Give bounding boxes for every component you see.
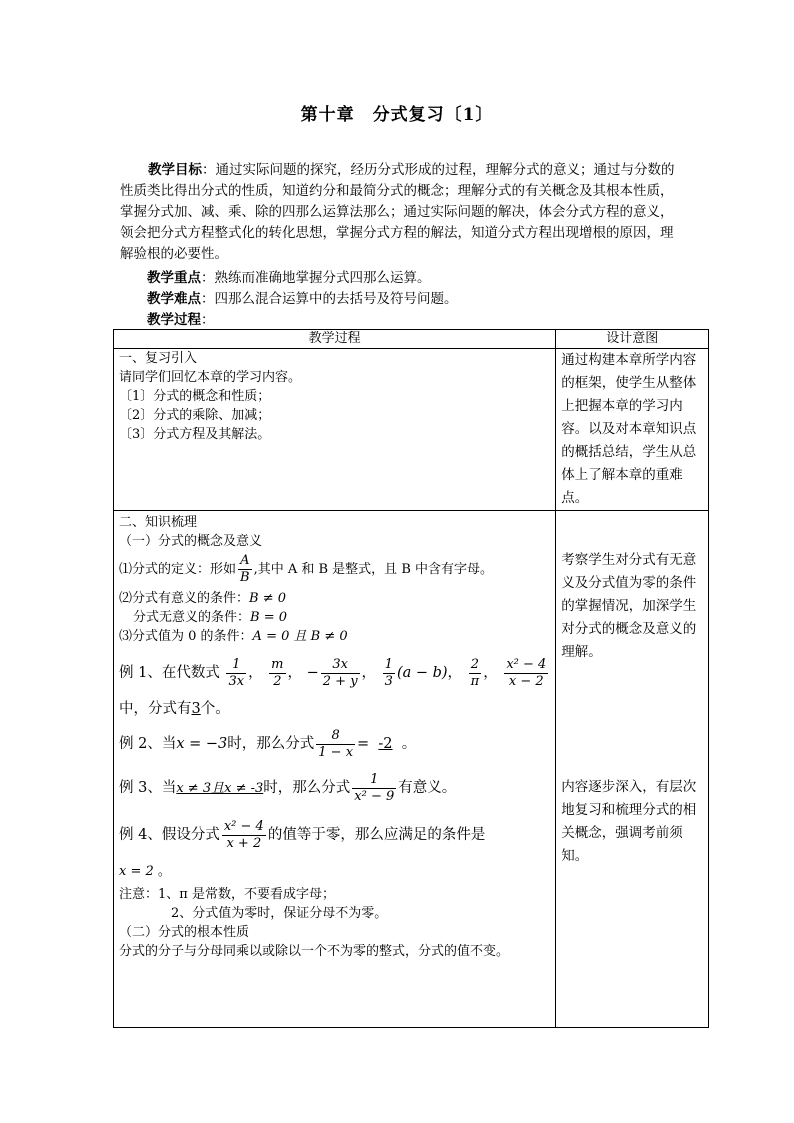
review-line: 〔2〕分式的乘除、加减； <box>119 408 271 423</box>
definition-prefix: ⑴分式的定义：形如 <box>119 562 237 577</box>
condition-meaningless <box>119 608 550 627</box>
goal-text: 通过实际问题的探究，经历分式形成的过程，理解分式的意义；通过与分数的性质类比得出分式的性质，知道约分和最简分式的概念；理解分式的有关概念及其根本性质，掌握分式加、减、乘、除的四那么运算法那么；通过实际问题的解决，体会分式方程的意义，领会把分式方程整式化的转化思想，掌握分式方程的解法，知道分式方程出现增根的原因，理解验根的必要性。 <box>120 162 675 262</box>
lesson-table <box>113 329 709 1028</box>
example-1: 例 1、在代数式 $\frac{1}{3x}$ ， $\frac{m}{2}$ ， − $\frac{3x}{2 + y}$ ， $\frac{1}{3}$ (a − b)， $\frac{2}{\pi}$ ， $\frac{\text{x² − 4}}{x - 2}$ <box>119 656 547 689</box>
example-4 <box>119 811 550 859</box>
intent-knowledge <box>556 511 709 1028</box>
example-text: 。 <box>157 864 171 879</box>
page-title: 第十章 分式复习〔1〕 <box>300 105 494 125</box>
example-4-answer <box>119 859 550 885</box>
example-text: 有意义。 <box>398 780 457 796</box>
goal-label: 教学目标 <box>148 162 202 178</box>
expr-2-over-pi: $\frac{2}{\pi}$ <box>470 656 480 689</box>
intent-concept: 考察学生对分式有无意义及分式值为零的条件的掌握情况，加深学生对分式的概念及意义的理解。 <box>561 552 697 660</box>
example-3 <box>119 766 550 811</box>
expr-8-over-1-minus-x: $\frac{8}{1 - x}$ <box>318 727 354 760</box>
example-prefix: 例 3、当 <box>119 780 177 796</box>
subsection-title: （一）分式的概念及意义 <box>119 534 263 549</box>
equals-sign: = <box>357 736 370 752</box>
section-title: 一、复习引入 <box>119 351 198 366</box>
example-prefix: 例 4、假设分式 <box>119 827 220 843</box>
answer: -2 <box>378 736 393 752</box>
header-process: 教学过程 <box>114 330 556 349</box>
example-prefix: 例 2、当 <box>119 736 177 752</box>
condition-label: 分式无意义的条件： <box>133 610 251 625</box>
example-text: 的值等于零，那么应满足的条件是 <box>267 827 486 843</box>
example-text: 时，那么分式 <box>263 780 351 796</box>
definition-suffix: ,其中 A 和 B 是整式，且 B 中含有字母。 <box>253 562 493 577</box>
teaching-goal: 教学目标：通过实际问题的探究，经历分式形成的过程，理解分式的意义；通过与分数的性质类比得出分式的性质，知道约分和最简分式的概念；理解分式的有关概念及其根本性质，掌握分式加、减、乘、除的四那么运算法那么；通过实际问题的解决，体会分式方程的意义，领会把分式方程整式化的转化思想，掌握分式方程的解法，知道分式方程出现增根的原因，理解验根的必要性。 <box>120 162 675 262</box>
expr-1-over-3x: $\frac{1}{3x}$ <box>228 656 245 689</box>
section-knowledge <box>114 511 556 1028</box>
condition-meaningful <box>119 589 550 608</box>
example-text: 。 <box>401 736 417 752</box>
difficulty-text: 四那么混合运算中的去括号及符号问题。 <box>214 291 458 307</box>
example-prefix: 例 1、在代数式 <box>119 665 220 681</box>
key-label: 教学重点 <box>147 270 201 286</box>
example-2 <box>119 722 550 766</box>
property-text: 分式的分子与分母同乘以或除以一个不为零的整式，分式的值不变。 <box>119 944 510 959</box>
example-text: 个。 <box>200 701 230 717</box>
intent-review: 通过构建本章所学内容的框架，使学生从整体上把握本章的学习内容。以及对本章知识点的概括总结，学生从总体上了解本章的重难点。 <box>556 349 709 511</box>
condition-math: B = 0 <box>250 610 287 625</box>
intent-progression: 内容逐步深入，有层次地复习和梳理分式的相关概念，强调考前须知。 <box>561 779 697 864</box>
example-1-answer <box>119 696 550 722</box>
condition-math: A = 0 且 B ≠ 0 <box>252 629 348 644</box>
note-line: 注意：1、π 是常数，不要看成字母； <box>119 887 335 902</box>
answer: 3 <box>191 701 201 717</box>
example-text: 中，分式有 <box>119 701 192 717</box>
answer: x ≠ 3且x ≠ -3 <box>176 781 264 796</box>
note-line: 2、分式值为零时，保证分母不为零。 <box>171 906 388 921</box>
definition-line <box>119 551 550 589</box>
fraction-a-b: $\frac{A}{B}$ <box>240 553 250 585</box>
subsection-title: （二）分式的根本性质 <box>119 925 250 940</box>
condition-label: ⑶分式值为 0 的条件： <box>119 629 253 644</box>
expr-x2-minus-4-over-x-plus-2: $\frac{\text{x² − 4}}{x + 2}$ <box>223 818 264 851</box>
condition-math: x = −3 <box>176 736 228 752</box>
example-text: 时，那么分式 <box>227 736 315 752</box>
difficulty-label: 教学难点 <box>147 291 201 307</box>
process-label: 教学过程 <box>147 312 201 328</box>
expr-one-third: $\frac{1}{3}$ <box>384 656 393 689</box>
section-review <box>114 349 556 511</box>
condition-label: ⑵分式有意义的条件： <box>119 591 250 606</box>
expr-1-over-x2-minus-9: $\frac{1}{\text{x² − 9}}$ <box>354 771 395 804</box>
expr-x2-minus-4-over-x-minus-2: $\frac{\text{x² − 4}}{x - 2}$ <box>506 656 547 689</box>
review-line: 〔3〕分式方程及其解法。 <box>119 427 271 442</box>
header-intent: 设计意图 <box>556 330 709 349</box>
review-line: 请同学们回忆本章的学习内容。 <box>119 370 302 385</box>
answer: x = 2 <box>119 864 154 879</box>
expr-m-over-2: $\frac{m}{2}$ <box>271 656 284 689</box>
review-line: 〔1〕分式的概念和性质； <box>119 389 271 404</box>
section-title: 二、知识梳理 <box>119 515 198 530</box>
key-point: 教学重点：熟练而准确地掌握分式四那么运算。 教学难点：四那么混合运算中的去括号及符号问题。 教学过程： <box>147 270 458 328</box>
expr-3x-over-2-plus-y: $\frac{3x}{2 + y}$ <box>322 656 358 689</box>
condition-math: B ≠ 0 <box>249 591 286 606</box>
key-text: 熟练而准确地掌握分式四那么运算。 <box>214 270 431 286</box>
condition-zero <box>119 627 550 646</box>
